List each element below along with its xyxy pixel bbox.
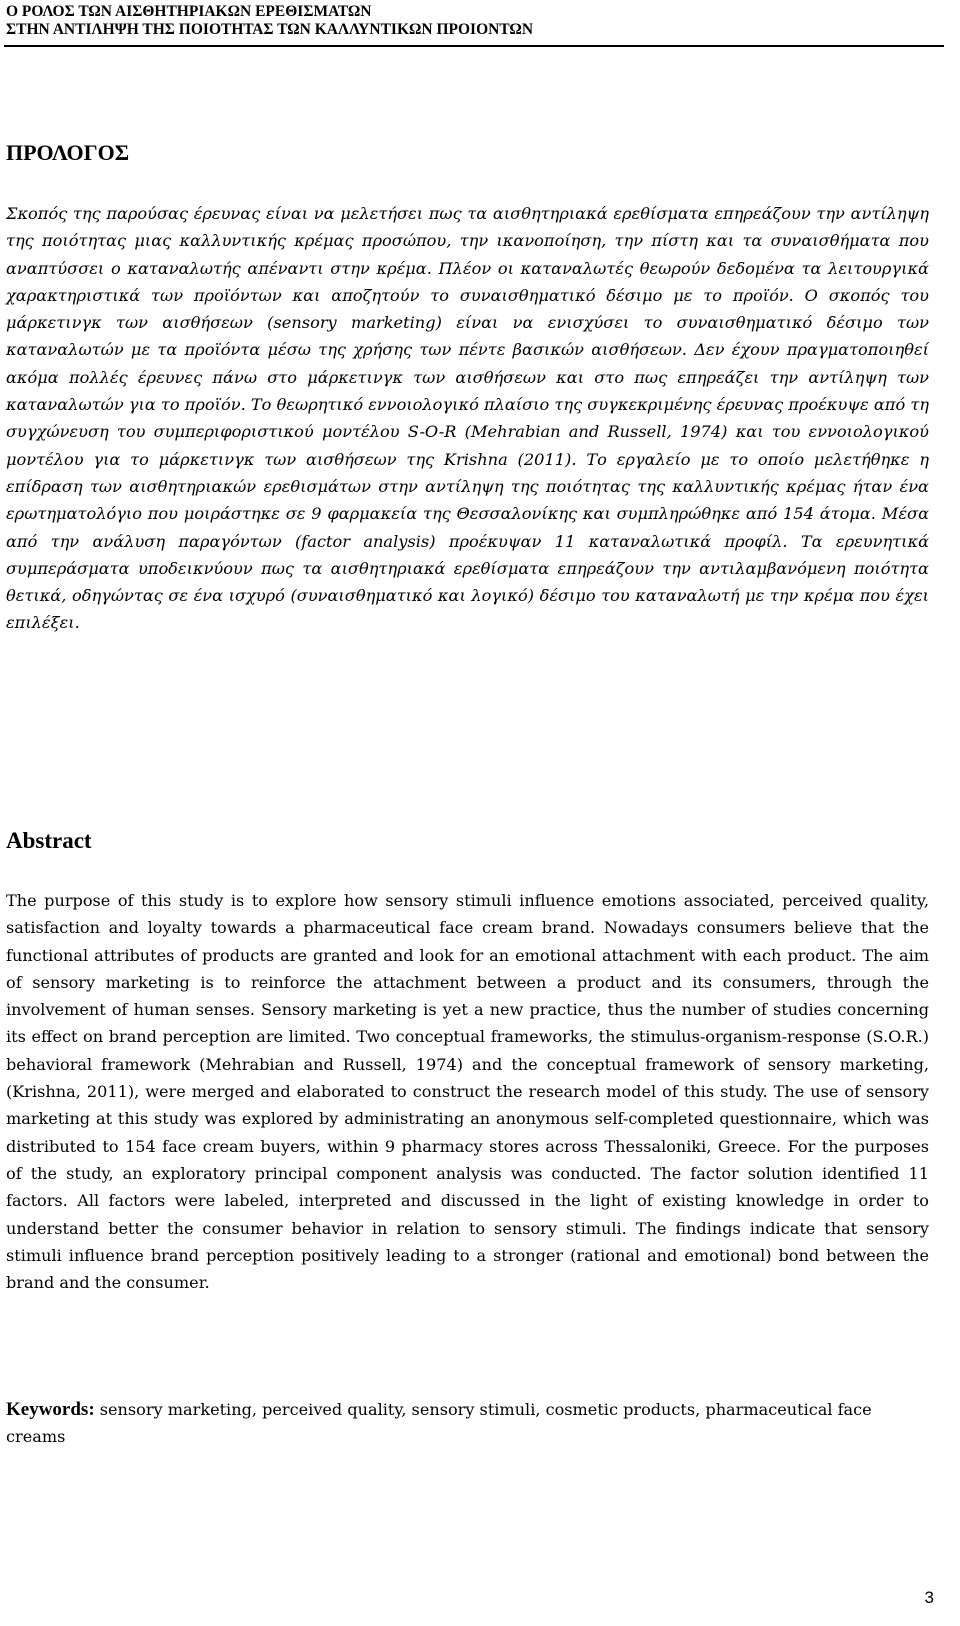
abstract-paragraph: The purpose of this study is to explore how sensory stimuli influence emotions associated, perceived quality, satisfaction and loyalty towards a pharmaceutical face cream brand. Nowadays consumers believe that the functional attributes of products are granted and look for an emotional attachment with each product. The aim of sensory marketing is to reinforce the attachment between a product and its consumers, through the involvement of human senses. Sensory marketing is yet a new practice, thus the number of studies concerning its effect on brand perception are limited. Two conceptual frameworks, the stimulus-organism-response (S.O.R.) behavioral framework (Mehrabian and Russell, 1974) and the conceptual framework of sensory marketing, (Krishna, 2011), were merged and elaborated to construct the research model of this study. The use of sensory marketing at this study was explored by administrating an anonymous self-completed questionnaire, which was distributed to 154 face cream buyers, within 9 pharmacy stores across Thessaloniki, Greece. For the purposes of the study, an exploratory principal component analysis was conducted. The factor solution identified 11 factors. All factors were labeled, interpreted and discussed in the light of existing knowledge in order to understand better the consumer behavior in relation to sensory stimuli. The findings indicate that sensory stimuli influence brand perception positively leading to a stronger (rational and emotional) bond between the brand and the consumer. (6, 891, 929, 1293)
running-header-line-1: Ο ΡΟΛΟΣ ΤΩΝ ΑΙΣΘΗΤΗΡΙΑΚΩΝ ΕΡΕΘΙΣΜΑΤΩΝ (6, 3, 372, 20)
running-header (6, 3, 944, 39)
running-header-line-2: ΣΤΗΝ ΑΝΤΙΛΗΨΗ ΤΗΣ ΠΟΙΟΤΗΤΑΣ ΤΩΝ ΚΑΛΛΥΝΤΙΚΩΝ ΠΡΟΙΟΝΤΩΝ (6, 21, 534, 38)
page-number: 3 (924, 1588, 934, 1607)
keywords-text: sensory marketing, perceived quality, sensory stimuli, cosmetic products, pharmaceutical face creams (6, 1400, 872, 1447)
header-divider (4, 45, 944, 47)
keywords-section (6, 1396, 929, 1451)
prologue-heading: ΠΡΟΛΟΓΟΣ (6, 140, 130, 165)
prologue-paragraph: Σκοπός της παρούσας έρευνας είναι να μελετήσει πως τα αισθητηριακά ερεθίσματα επηρεάζουν την αντίληψη της ποιότητας μιας καλλυντικής κρέμας προσώπου, την ικανοποίηση, την πίστη και τα συναισθήματα που αναπτύσσει ο καταναλωτής απέναντι στην κρέμα. Πλέον οι καταναλωτές θεωρούν δεδομένα τα λειτουργικά χαρακτηριστικά των προϊόντων και αποζητούν το συναισθηματικό δέσιμο με το προϊόν. Ο σκοπός του μάρκετινγκ των αισθήσεων (sensory marketing) είναι να ενισχύσει το συναισθηματικό δέσιμο των καταναλωτών με τα προϊόντα μέσω της χρήσης των πέντε βασικών αισθήσεων. Δεν έχουν πραγματοποιηθεί ακόμα πολλές έρευνες πάνω στο μάρκετινγκ των αισθήσεων και στο πως επηρεάζει την αντίληψη των καταναλωτών για το προϊόν. Το θεωρητικό εννοιολογικό πλαίσιο της συγκεκριμένης έρευνας προέκυψε από τη συγχώνευση του συμπεριφοριστικού μοντέλου S-O-R (Mehrabian and Russell, 1974) και του εννοιολογικού μοντέλου για το μάρκετινγκ των αισθήσεων της Krishna (2011). Το εργαλείο με το οποίο μελετήθηκε η επίδραση των αισθητηριακών ερεθισμάτων στην αντίληψη της ποιότητας της καλλυντικής κρέμας ήταν ένα ερωτηματολόγιο που μοιράστηκε σε 9 φαρμακεία της Θεσσαλονίκης και συμπληρώθηκε από 154 άτομα. Μέσα από την ανάλυση παραγόντων (factor analysis) προέκυψαν 11 καταναλωτικά προφίλ. Τα ερευνητικά συμπεράσματα υποδεικνύουν πως τα αισθητηριακά ερεθίσματα επηρεάζουν την αντιλαμβανόμενη ποιότητα θετικά, οδηγώντας σε ένα ισχυρό (συναισθηματικό και λογικό) δέσιμο του καταναλωτή με την κρέμα που έχει επιλέξει. (6, 204, 929, 633)
keywords-label: Keywords: (6, 1399, 95, 1420)
abstract-heading: Abstract (6, 828, 92, 853)
